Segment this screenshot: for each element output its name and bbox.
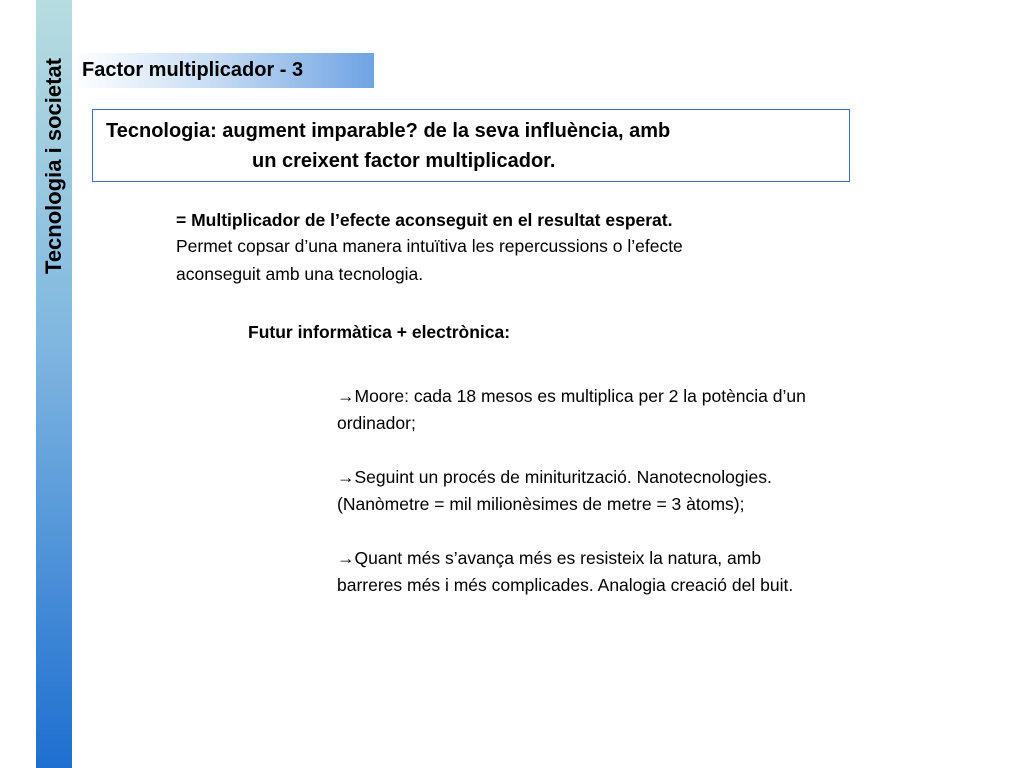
definition-line-3: aconseguit amb una tecnologia. [176, 264, 424, 284]
right-arrow-icon: → [337, 386, 355, 406]
bullet-3-line-1 [337, 548, 761, 568]
bullet-3-text: Quant més s’avança més es resisteix la natura, amb [354, 548, 762, 568]
bullet-2-line-1 [337, 467, 772, 487]
right-arrow-icon: → [337, 548, 355, 568]
headline-line-1: Tecnologia: augment imparable? de la seva influència, amb [106, 120, 671, 142]
bullet-1-line-2: ordinador; [337, 413, 416, 433]
bullet-1-line-1 [337, 386, 806, 406]
sidebar-title: Tecnologia i societat [41, 58, 66, 274]
bullet-1-text: Moore: cada 18 mesos es multiplica per 2 la potència d’un [354, 386, 806, 406]
bullet-3-line-2: barreres més i més complicades. Analogia creació del buit. [337, 575, 794, 595]
definition-bold-line: = Multiplicador de l’efecte aconseguit en el resultat esperat. [176, 210, 673, 230]
subheading: Futur informàtica + electrònica: [248, 322, 511, 342]
bullet-2-text: Seguint un procés de miniturització. Nanotecnologies. [354, 467, 772, 487]
definition-line-2: Permet copsar d’una manera intuïtiva les repercussions o l’efecte [176, 236, 683, 256]
slide-title: Factor multiplicador - 3 [82, 59, 304, 81]
right-arrow-icon: → [337, 467, 355, 487]
bullet-2-line-2: (Nanòmetre = mil milionèsimes de metre = 3 àtoms); [337, 494, 745, 514]
headline-line-2: un creixent factor multiplicador. [252, 150, 556, 172]
